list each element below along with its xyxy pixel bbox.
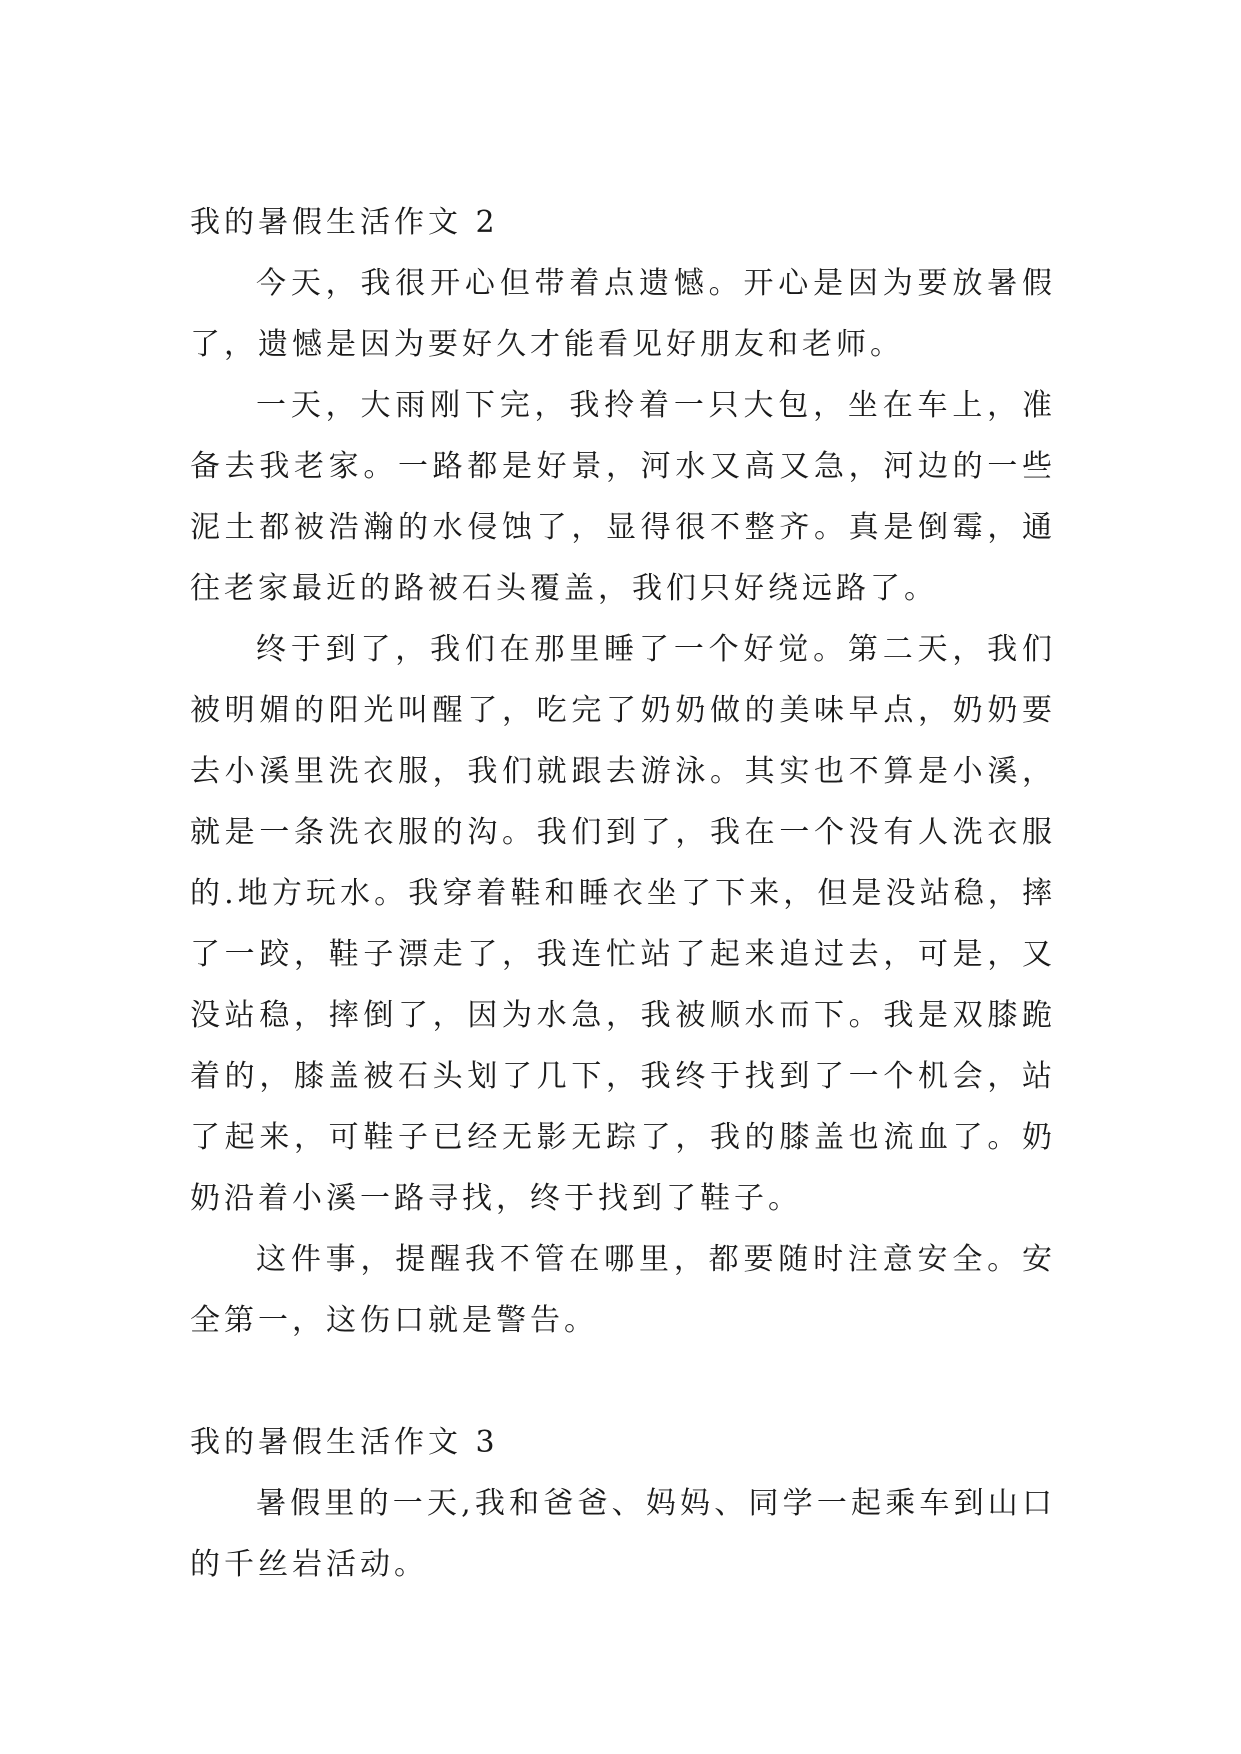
paragraph: 一天，大雨刚下完，我拎着一只大包，坐在车上，准备去我老家。一路都是好景，河水又高又急，河边的一些泥土都被浩瀚的水侵蚀了，显得很不整齐。真是倒霉，通往老家最近的路被石头覆盖，我们只好绕远路了。 <box>190 388 1056 606</box>
paragraph: 终于到了，我们在那里睡了一个好觉。第二天，我们被明媚的阳光叫醒了，吃完了奶奶做的美味早点，奶奶要去小溪里洗衣服，我们就跟去游泳。其实也不算是小溪，就是一条洗衣服的沟。我们到了，我在一个没有人洗衣服的.地方玩水。我穿着鞋和睡衣坐了下来，但是没站稳，摔了一跤，鞋子漂走了，我连忙站了起来追过去，可是，又没站稳，摔倒了，因为水急，我被顺水而下。我是双膝跪着的，膝盖被石头划了几下，我终于找到了一个机会，站了起来，可鞋子已经无影无踪了，我的膝盖也流血了。奶奶沿着小溪一路寻找，终于找到了鞋子。 <box>190 632 1056 1216</box>
paragraph: 这件事，提醒我不管在哪里，都要随时注意安全。安全第一，这伤口就是警告。 <box>190 1242 1056 1338</box>
essay-section-2 <box>190 192 1056 1351</box>
section-title: 我的暑假生活作文 3 <box>190 1425 499 1460</box>
essay-section-3 <box>190 1412 1056 1595</box>
section-title: 我的暑假生活作文 2 <box>190 205 499 240</box>
document-body <box>190 192 1056 1595</box>
section-divider-space <box>190 1351 1056 1412</box>
paragraph: 今天，我很开心但带着点遗憾。开心是因为要放暑假了，遗憾是因为要好久才能看见好朋友和老师。 <box>190 266 1056 362</box>
paragraph: 暑假里的一天,我和爸爸、妈妈、同学一起乘车到山口的千丝岩活动。 <box>190 1486 1056 1582</box>
